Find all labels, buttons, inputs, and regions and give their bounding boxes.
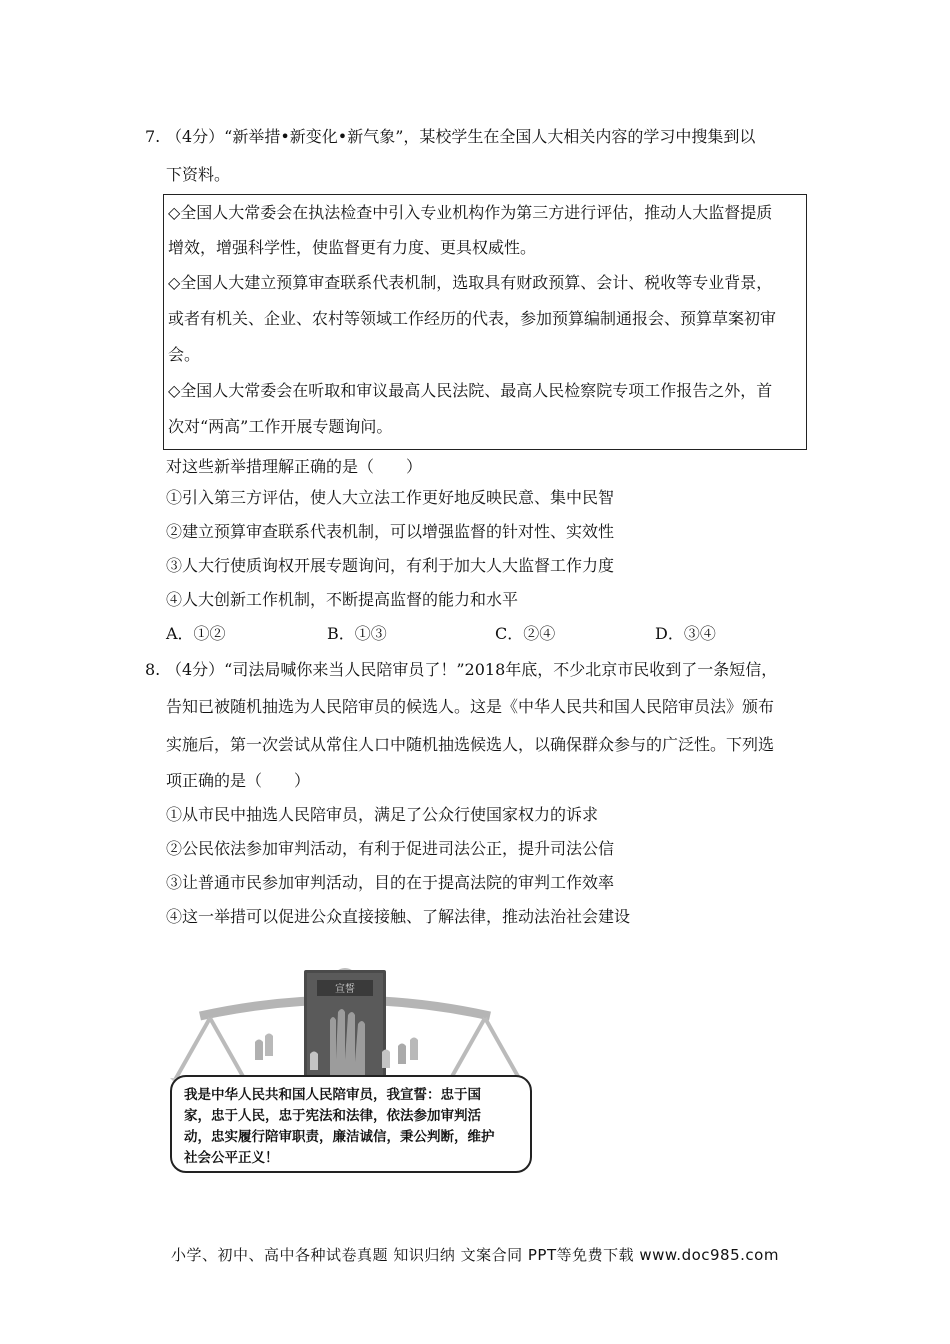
q8-item-4: ④这一举措可以促进公众直接接触、了解法律，推动法治社会建设 xyxy=(166,907,631,926)
raised-hand-icon xyxy=(398,1044,406,1065)
oath-text-line: 家，忠于人民，忠于宪法和法律，依法参加审判活 xyxy=(184,1108,481,1124)
oath-text-line: 我是中华人民共和国人民陪审员，我宣誓：忠于国 xyxy=(184,1087,481,1103)
q7-item-2: ②建立预算审查联系代表机制，可以增强监督的针对性、实效性 xyxy=(166,522,615,541)
q7-option-c[interactable]: C．②④ xyxy=(495,624,556,643)
q7-box-line: 次对“两高”工作开展专题询问。 xyxy=(168,417,393,436)
raised-hand-icon xyxy=(310,1052,318,1071)
q8-item-1: ①从市民中抽选人民陪审员，满足了公众行使国家权力的诉求 xyxy=(166,805,599,824)
oath-text-line: 动，忠实履行陪审职责，廉洁诚信，秉公判断，维护 xyxy=(184,1129,495,1145)
q7-stem-line-2: 下资料。 xyxy=(166,165,231,184)
raised-hand-icon xyxy=(265,1034,273,1057)
q7-item-1: ①引入第三方评估，使人大立法工作更好地反映民意、集中民智 xyxy=(166,488,615,507)
oath-speech-bubble xyxy=(170,1075,532,1173)
oath-book-title: 宣誓 xyxy=(335,984,355,995)
q7-item-3: ③人大行使质询权开展专题询问，有利于加大人大监督工作力度 xyxy=(166,556,615,575)
q7-box-line: 增效，增强科学性，使监督更有力度、更具权威性。 xyxy=(168,238,537,257)
q8-stem-line: 告知已被随机抽选为人民陪审员的候选人。这是《中华人民共和国人民陪审员法》颁布 xyxy=(166,697,775,716)
q7-number: 7. xyxy=(145,127,161,146)
q7-question: 对这些新举措理解正确的是（ ） xyxy=(166,457,423,476)
page-footer: 小学、初中、高中各种试卷真题 知识归纳 文案合同 PPT等免费下载 www.doc985.com xyxy=(171,1246,779,1264)
q8-item-3: ③让普通市民参加审判活动，目的在于提高法院的审判工作效率 xyxy=(166,873,615,892)
oath-text-line: 社会公平正义！ xyxy=(184,1150,279,1166)
raised-hand-icon xyxy=(410,1038,418,1061)
q7-stem-line-1: （4分）“新举措•新变化•新气象”，某校学生在全国人大相关内容的学习中搜集到以 xyxy=(166,127,756,146)
q7-option-d[interactable]: D．③④ xyxy=(655,624,716,643)
q7-box-line: 会。 xyxy=(168,345,201,364)
q8-stem-line: 项正确的是（ ） xyxy=(166,771,311,790)
q8-stem-line: （4分）“司法局喊你来当人民陪审员了！”2018年底，不少北京市民收到了一条短信， xyxy=(166,660,778,679)
q7-item-4: ④人大创新工作机制，不断提高监督的能力和水平 xyxy=(166,590,519,609)
raised-hand-icon xyxy=(255,1040,263,1061)
q7-option-a[interactable]: A．①② xyxy=(166,624,226,643)
q7-box-line: ◇全国人大常委会在执法检查中引入专业机构作为第三方进行评估，推动人大监督提质 xyxy=(168,203,773,222)
q7-option-b[interactable]: B．①③ xyxy=(327,624,387,643)
q7-box-line: ◇全国人大建立预算审查联系代表机制，选取具有财政预算、会计、税收等专业背景， xyxy=(168,273,773,292)
q8-item-2: ②公民依法参加审判活动，有利于促进司法公正，提升司法公信 xyxy=(166,839,615,858)
q7-box-line: 或者有机关、企业、农村等领域工作经历的代表，参加预算编制通报会、预算草案初审 xyxy=(168,309,777,328)
q7-box-line: ◇全国人大常委会在听取和审议最高人民法院、最高人民检察院专项工作报告之外，首 xyxy=(168,381,773,400)
q8-stem-line: 实施后，第一次尝试从常住人口中随机抽选候选人，以确保群众参与的广泛性。下列选 xyxy=(166,735,775,754)
q8-number: 8. xyxy=(145,660,161,679)
raised-hand-icon xyxy=(382,1050,390,1069)
